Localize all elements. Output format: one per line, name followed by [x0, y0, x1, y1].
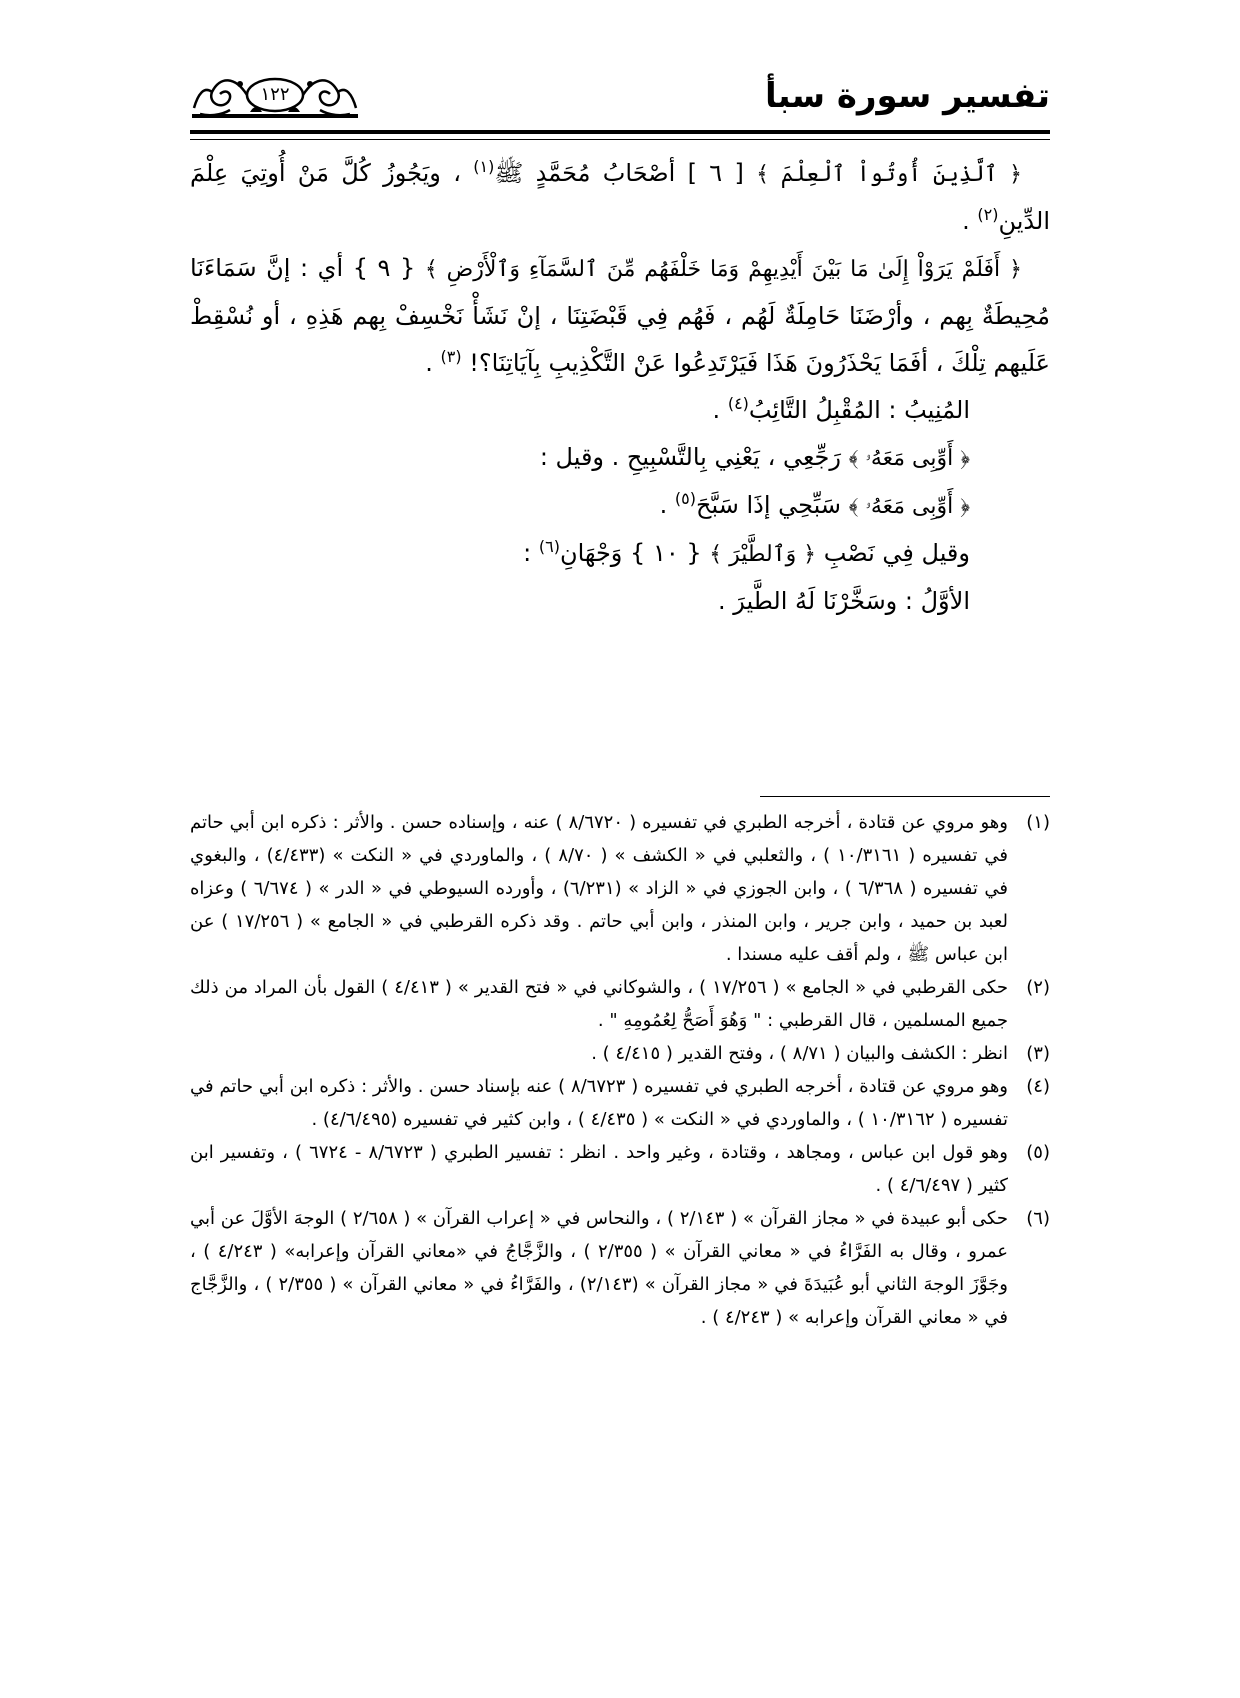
paragraph-text: أي : إنَّ سَمَاءَنَا مُحِيطَةٌ بِهم ، وأرْضَنَا حَامِلَةٌ لَهُم ، فَهُم فِي قَبْضَتِنَا ، إنْ نَشَأْ نَخْسِفْ بِهم هَذِهِ ، أو نُسْقِطْ عَلَيهم تِلْكَ ، أفَمَا يَحْذَرُونَ هَذَا فَيَرْتَدِعُوا عَنْ التَّكْذِيبِ بِآيَاتِنَا؟!: [190, 254, 1050, 377]
main-text: [190, 150, 1050, 625]
footnote-text: حكى القرطبي في « الجامع » ( ١٧/٢٥٦ ) ، والشوكاني في « فتح القدير » ( ٤/٤١٣ ) القول بأن المراد من ذلك جميع المسلمين ، قال القرطبي : " وَهُوَ أَصَحُّ لِعُمُومِهِ " .: [190, 977, 1008, 1031]
footnote-marker[interactable]: (٢): [977, 205, 999, 224]
verse-ref: [ ٦ ]: [687, 159, 744, 187]
paragraph-text: وَجْهَانِ: [559, 539, 623, 567]
punctuation: .: [659, 491, 668, 519]
footnote-text: وهو مروي عن قتادة ، أخرجه الطبري في تفسيره ( ٨/٦٧٢٠ ) عنه ، وإسناده حسن . والأثر : ذكره ابن أبي حاتم في تفسيره ( ١٠/٣١٦١ ) ، والثعلبي في « الكشف » ( ٨/٧٠ ) ، والماوردي في « النكت » (٤/٤٣٣) ، والبغوي في تفسيره ( ٦/٣٦٨ ) ، وابن الجوزي في « الزاد » (٦/٢٣١) ، وأورده السيوطي في « الدر » ( ٦/٦٧٤ ) وعزاه لعبد بن حميد ، وابن جرير ، وابن المنذر ، وابن أبي حاتم . وقد ذكره القرطبي في « الجامع » ( ١٧/٢٥٦ ) عن ابن عباس ﷺ ، ولم أقف عليه مسندا .: [190, 812, 1008, 965]
footnote-item: [190, 1070, 1050, 1136]
punctuation: :: [523, 539, 532, 567]
verse-ref: { ٩ }: [352, 254, 416, 282]
paragraph-text: المُنِيبُ : المُقْبِلُ التَّائِبُ: [748, 396, 970, 424]
quran-quote: ﴿ وَٱلطَّيْرَ ﴾: [709, 542, 817, 567]
footnote-item: [190, 1202, 1050, 1334]
paragraph-text: سَبِّحِي إذَا سَبَّحَ: [696, 491, 841, 519]
footnote-number: (٢): [1026, 977, 1050, 998]
page-number: ١٢٢: [260, 84, 290, 105]
book-title: تفسير سورة سبأ: [764, 76, 1050, 116]
footnote-number: (١): [1026, 812, 1050, 833]
quran-quote: ﴿ ٱلَّذِينَ أُوتُواْ ٱلْعِلْمَ ﴾: [756, 162, 1022, 187]
footnotes: [190, 806, 1050, 1334]
paragraph-text: وقيل فِي نَصْبِ: [823, 539, 970, 567]
header-rule-thin: [190, 139, 1050, 140]
paragraph-7: [190, 578, 1050, 625]
footnote-marker[interactable]: (٣): [440, 347, 462, 366]
footnote-marker[interactable]: (٥): [674, 489, 696, 508]
footnote-number: (٣): [1026, 1043, 1050, 1064]
paragraph-1: [190, 150, 1050, 245]
punctuation: .: [962, 207, 970, 235]
verse-ref: { ١٠ }: [630, 539, 702, 567]
punctuation: .: [712, 396, 721, 424]
footnote-item: [190, 1136, 1050, 1202]
punctuation: .: [425, 349, 433, 377]
footnote-marker[interactable]: (٤): [727, 394, 749, 413]
paragraph-text: الأوَّلُ : وسَخَّرْنَا لَهُ الطَّيرَ .: [718, 587, 970, 615]
footnote-text: وهو قول ابن عباس ، ومجاهد ، وقتادة ، وغير واحد . انظر : تفسير الطبري ( ٨/٦٧٢٣ - ٦٧٢٤ ) ، وتفسير ابن كثير ( ٤/٦/٤٩٧ ) .: [190, 1142, 1008, 1196]
paragraph-text: رَجِّعِي ، يَعْنِي بِالتَّسْبِيحِ . وقيل :: [539, 443, 841, 471]
footnote-text: انظر : الكشف والبيان ( ٨/٧١ ) ، وفتح القدير ( ٤/٤١٥ ) .: [591, 1043, 1008, 1064]
header-rule-thick: [190, 130, 1050, 134]
footnote-item: [190, 1037, 1050, 1070]
footnote-number: (٥): [1026, 1142, 1050, 1163]
footnote-marker[interactable]: (٦): [538, 537, 560, 556]
paragraph-text: أصْحَابُ مُحَمَّدٍ ﷺ: [494, 159, 676, 187]
footnote-text: وهو مروي عن قتادة ، أخرجه الطبري في تفسيره ( ٨/٦٧٢٣ ) عنه بإسناد حسن . والأثر : ذكره ابن أبي حاتم في تفسيره ( ١٠/٣١٦٢ ) ، والماوردي في « النكت » ( ٤/٤٣٥ ) ، وابن كثير في تفسيره (٤/٦/٤٩٥) .: [190, 1076, 1008, 1130]
footnote-text: حكى أبو عبيدة في « مجاز القرآن » ( ٢/١٤٣ ) ، والنحاس في « إعراب القرآن » ( ٢/٦٥٨ ) الوجهَ الأوَّلَ عن أبي عمرو ، وقال به الفَرَّاءُ في « معاني القرآن » ( ٢/٣٥٥ ) ، والزَّجَّاجُ في «معاني القرآن وإعرابه» ( ٤/٢٤٣ ) ، وجَوَّزَ الوجهَ الثاني أبو عُبَيدَةَ في « مجاز القرآن » (٢/١٤٣) ، والفَرَّاءُ في « معاني القرآن » ( ٢/٣٥٥ ) ، والزَّجَّاج في « معاني القرآن وإعرابه » ( ٤/٢٤٣ ) .: [190, 1208, 1008, 1328]
footnote-separator: [760, 796, 1050, 797]
page-header: [190, 64, 1050, 134]
paragraph-6: [190, 530, 1050, 578]
paragraph-4: [190, 434, 1050, 482]
paragraph-3: [190, 387, 1050, 434]
footnote-item: [190, 806, 1050, 971]
paragraph-text: ، ويَجُوزُ كُلَّ مَنْ أُوتِيَ عِلْمَ الدِّينِ: [190, 159, 1050, 235]
quran-quote: ﴿ أَوِّبِى مَعَهُۥ ﴾: [848, 446, 970, 471]
footnote-item: [190, 971, 1050, 1037]
footnote-marker[interactable]: (١): [473, 157, 495, 176]
footnote-number: (٤): [1026, 1076, 1050, 1097]
quran-quote: ﴿ أَوِّبِى مَعَهُۥ ﴾: [848, 494, 970, 519]
quran-quote: ﴿ أَفَلَمْ يَرَوْاْ إِلَىٰ مَا بَيْنَ أَيْدِيهِمْ وَمَا خَلْفَهُم مِّنَ ٱلسَّمَآءِ وَٱلْأَرْضِ ﴾: [424, 257, 1022, 282]
paragraph-2: [190, 245, 1050, 387]
paragraph-5: [190, 482, 1050, 530]
footnote-number: (٦): [1026, 1208, 1050, 1229]
